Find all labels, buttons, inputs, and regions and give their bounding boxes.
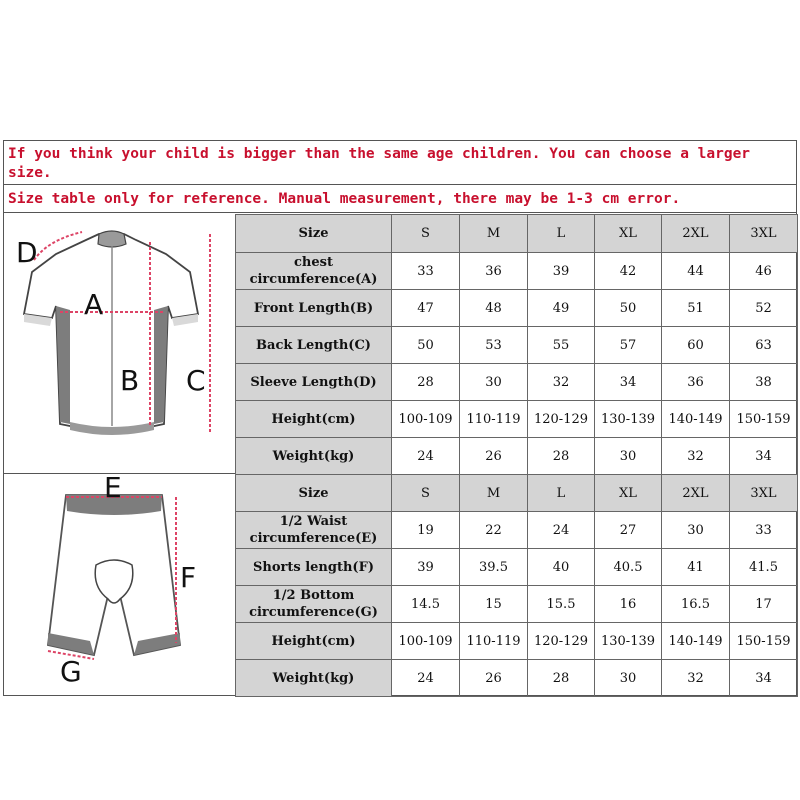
cell: 34 (595, 364, 662, 401)
row-label: Shorts length(F) (236, 549, 392, 586)
cell: 15 (460, 586, 528, 623)
cell: 17 (730, 586, 798, 623)
shorts-header-s: S (392, 475, 460, 512)
cell: 57 (595, 327, 662, 364)
cell: 130-139 (595, 401, 662, 438)
shorts-size-table (235, 474, 798, 697)
cell: 27 (595, 512, 662, 549)
jersey-row-weight (236, 438, 798, 475)
cell: 36 (662, 364, 730, 401)
cell: 53 (460, 327, 528, 364)
cell: 60 (662, 327, 730, 364)
shorts-header-m: M (460, 475, 528, 512)
cell: 120-129 (528, 401, 595, 438)
cell: 15.5 (528, 586, 595, 623)
cell: 49 (528, 290, 595, 327)
shorts-illustration (4, 471, 235, 695)
cell: 55 (528, 327, 595, 364)
shorts-row-bottom (236, 586, 798, 623)
jersey-diagram (4, 214, 235, 474)
jersey-size-table (235, 214, 798, 475)
jersey-collar-shape (98, 231, 126, 247)
cell: 30 (595, 438, 662, 475)
label-d: D (16, 236, 38, 269)
cell: 24 (528, 512, 595, 549)
cell: 47 (392, 290, 460, 327)
row-label: Height(cm) (236, 623, 392, 660)
cell: 130-139 (595, 623, 662, 660)
jersey-illustration (4, 214, 235, 474)
jersey-header-size: Size (236, 215, 392, 253)
cell: 30 (595, 660, 662, 697)
jersey-row-front-length (236, 290, 798, 327)
label-f: F (180, 561, 197, 594)
cell: 16.5 (662, 586, 730, 623)
jersey-row-sleeve-length (236, 364, 798, 401)
measurement-note: Size table only for reference. Manual measurement, there may be 1-3 cm error. (4, 186, 796, 213)
cell: 46 (730, 253, 798, 290)
shorts-row-waist (236, 512, 798, 549)
cell: 41 (662, 549, 730, 586)
cell: 150-159 (730, 401, 798, 438)
size-notice: If you think your child is bigger than the same age children. You can choose a larger size. (4, 141, 796, 185)
cell: 32 (662, 660, 730, 697)
cell: 32 (662, 438, 730, 475)
cell: 40.5 (595, 549, 662, 586)
jersey-left-panel (56, 306, 70, 424)
cell: 120-129 (528, 623, 595, 660)
jersey-header-s: S (392, 215, 460, 253)
shorts-header-3xl: 3XL (730, 475, 798, 512)
jersey-right-panel (154, 306, 168, 424)
cell: 24 (392, 660, 460, 697)
row-label: 1/2 Waist circumference(E) (236, 512, 392, 549)
cell: 50 (595, 290, 662, 327)
cell: 110-119 (460, 401, 528, 438)
cell: 51 (662, 290, 730, 327)
cell: 38 (730, 364, 798, 401)
cell: 100-109 (392, 623, 460, 660)
cell: 30 (460, 364, 528, 401)
shorts-header-size: Size (236, 475, 392, 512)
jersey-row-back-length (236, 327, 798, 364)
jersey-outline-shape (24, 234, 198, 430)
jersey-header-row (236, 215, 798, 253)
shorts-row-height (236, 623, 798, 660)
shorts-row-length (236, 549, 798, 586)
jersey-header-l: L (528, 215, 595, 253)
row-label: chest circumference(A) (236, 253, 392, 290)
jersey-header-2xl: 2XL (662, 215, 730, 253)
cell: 28 (528, 438, 595, 475)
row-label: Sleeve Length(D) (236, 364, 392, 401)
shorts-row-weight (236, 660, 798, 697)
cell: 28 (528, 660, 595, 697)
row-label: Weight(kg) (236, 660, 392, 697)
jersey-header-3xl: 3XL (730, 215, 798, 253)
cell: 26 (460, 660, 528, 697)
cell: 30 (662, 512, 730, 549)
cell: 22 (460, 512, 528, 549)
cell: 24 (392, 438, 460, 475)
row-label: Back Length(C) (236, 327, 392, 364)
cell: 34 (730, 438, 798, 475)
cell: 110-119 (460, 623, 528, 660)
jersey-row-height (236, 401, 798, 438)
shorts-header-row (236, 475, 798, 512)
label-a: A (84, 288, 104, 321)
cell: 14.5 (392, 586, 460, 623)
cell: 28 (392, 364, 460, 401)
cell: 39 (528, 253, 595, 290)
jersey-header-m: M (460, 215, 528, 253)
cell: 19 (392, 512, 460, 549)
label-g: G (60, 655, 82, 688)
row-label: 1/2 Bottom circumference(G) (236, 586, 392, 623)
cell: 33 (392, 253, 460, 290)
jersey-row-chest (236, 253, 798, 290)
cell: 140-149 (662, 623, 730, 660)
cell: 140-149 (662, 401, 730, 438)
shorts-header-xl: XL (595, 475, 662, 512)
label-b: B (120, 364, 140, 397)
cell: 32 (528, 364, 595, 401)
cell: 150-159 (730, 623, 798, 660)
cell: 63 (730, 327, 798, 364)
shorts-diagram (4, 475, 235, 695)
cell: 39 (392, 549, 460, 586)
cell: 34 (730, 660, 798, 697)
row-label: Front Length(B) (236, 290, 392, 327)
cell: 39.5 (460, 549, 528, 586)
row-label: Weight(kg) (236, 438, 392, 475)
cell: 26 (460, 438, 528, 475)
label-e: E (104, 471, 122, 504)
cell: 50 (392, 327, 460, 364)
jersey-header-xl: XL (595, 215, 662, 253)
cell: 33 (730, 512, 798, 549)
cell: 36 (460, 253, 528, 290)
cell: 42 (595, 253, 662, 290)
cell: 100-109 (392, 401, 460, 438)
row-label: Height(cm) (236, 401, 392, 438)
shorts-header-l: L (528, 475, 595, 512)
cell: 41.5 (730, 549, 798, 586)
cell: 16 (595, 586, 662, 623)
shorts-header-2xl: 2XL (662, 475, 730, 512)
label-c: C (186, 364, 206, 397)
cell: 44 (662, 253, 730, 290)
cell: 40 (528, 549, 595, 586)
cell: 52 (730, 290, 798, 327)
cell: 48 (460, 290, 528, 327)
